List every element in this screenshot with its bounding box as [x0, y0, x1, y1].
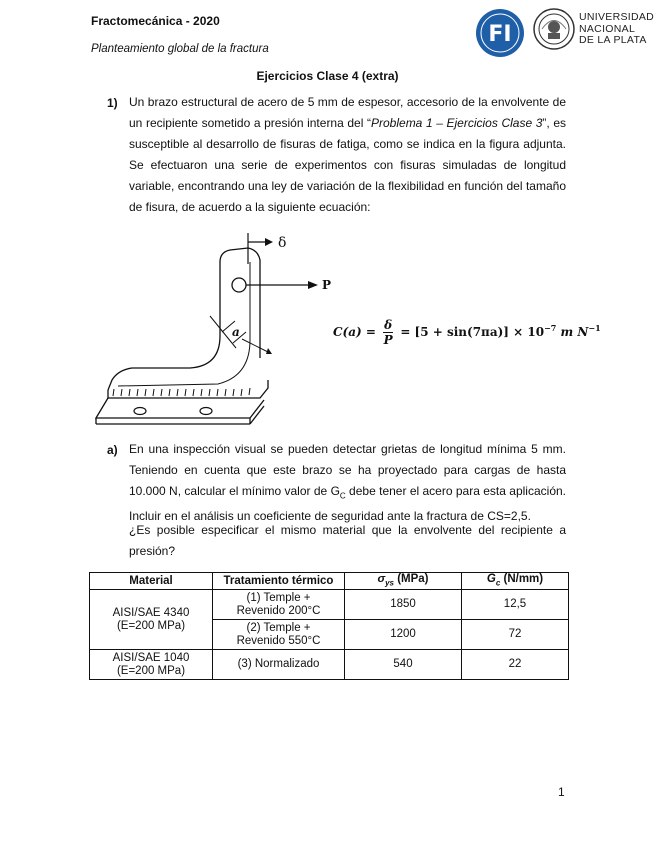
treatment-line-1: (1) Temple +	[246, 591, 311, 604]
table-header-row	[90, 573, 569, 590]
sigma-cell: 540	[345, 650, 462, 680]
force-label: P	[322, 278, 332, 292]
document-subtitle: Planteamiento global de la fractura	[91, 43, 269, 55]
part-a-question: ¿Es posible especificar el mismo material que la envolvente del recipiente a presión?	[129, 523, 566, 558]
gc-symbol: G	[486, 573, 496, 585]
sigma-symbol: σ	[377, 573, 386, 585]
header-gc	[462, 573, 569, 590]
equation-fraction	[383, 318, 393, 347]
part-a-text-2: debe tener el acero para esta aplicación. Incluir en el análisis un coeficiente de seguridad ante la fractura de CS=2,5.	[129, 484, 566, 524]
faculty-logo-icon	[475, 8, 525, 58]
sigma-cell: 1850	[345, 590, 462, 620]
treatment-cell	[213, 590, 345, 620]
equation-rhs: = [5 + sin(7πa)] × 10	[400, 325, 545, 339]
sigma-subscript: ys	[385, 578, 395, 588]
crack-length-label: a	[232, 325, 240, 339]
treatment-cell	[213, 620, 345, 650]
material-modulus: (E=200 MPa)	[116, 664, 186, 677]
equation-numerator: δ	[384, 318, 393, 332]
gc-header-subscript: c	[495, 578, 501, 588]
delta-label: δ	[278, 235, 287, 251]
question-1-text-a: Un brazo estructural de acero de 5 mm de espesor, accesorio de la envolvente de un recipiente sometido a presión interna del “	[129, 95, 566, 130]
sigma-cell: 1200	[345, 620, 462, 650]
faculty-logo-text: FI	[488, 22, 512, 47]
gc-subscript: C	[339, 491, 346, 501]
table-row	[90, 590, 569, 620]
material-name: AISI/SAE 4340	[112, 606, 190, 619]
material-modulus: (E=200 MPa)	[116, 619, 186, 632]
question-1-text-b: ”, es susceptible al desarrollo de fisuras de fatiga, como se indica en la figura adjunta. Se efectuaron una serie de experimentos con fisuras simuladas de longitud variable, encontrando una ley de variación de la flexibilidad en función del tamaño de fisura, de acuerdo a la siguiente ecuación:	[129, 116, 567, 214]
material-cell	[90, 590, 213, 650]
treatment-line-2: Revenido 200°C	[236, 604, 321, 617]
question-number: 1)	[107, 96, 118, 110]
course-title: Fractomecánica - 2020	[91, 14, 220, 28]
part-a-label: a)	[107, 443, 118, 457]
material-name: AISI/SAE 1040	[112, 651, 190, 664]
materials-table	[89, 572, 569, 680]
part-a-text	[129, 439, 566, 527]
university-name	[579, 12, 654, 47]
university-line-2: NACIONAL	[579, 22, 636, 35]
treatment-line-1: (2) Temple +	[246, 621, 311, 634]
gc-cell: 72	[462, 620, 569, 650]
treatment-cell: (3) Normalizado	[213, 650, 345, 680]
gc-units: (N/mm)	[500, 573, 544, 585]
treatment-line-2: Revenido 550°C	[236, 634, 321, 647]
page-number: 1	[558, 785, 565, 799]
gc-cell: 12,5	[462, 590, 569, 620]
part-a-text-1: En una inspección visual se pueden detectar grietas de longitud mínima 5 mm. Teniendo en cuenta que este brazo se ha proyectado para cargas de hasta 10.000 N, calcular el mínimo valor de G	[129, 442, 566, 498]
university-line-1: UNIVERSIDAD	[579, 11, 655, 23]
equation-denominator: P	[383, 333, 393, 347]
sigma-units: (MPa)	[394, 573, 429, 585]
equation-lhs: C(a) =	[333, 325, 376, 339]
equation-exponent: −7	[544, 323, 557, 333]
university-line-3: DE LA PLATA	[579, 34, 647, 46]
header-sigma	[345, 573, 462, 590]
structural-arm-figure	[90, 228, 340, 433]
question-1-text	[129, 92, 566, 218]
university-seal-icon	[533, 8, 575, 50]
material-cell	[90, 650, 213, 680]
gc-cell: 22	[462, 650, 569, 680]
header-material: Material	[90, 573, 213, 590]
header-treatment: Tratamiento térmico	[213, 573, 345, 590]
equation-units-exponent: −1	[588, 323, 601, 333]
table-row	[90, 650, 569, 680]
compliance-equation	[333, 318, 601, 347]
equation-units: m N	[556, 325, 589, 339]
problem-reference: Problema 1 – Ejercicios Clase 3	[371, 116, 543, 130]
exercise-title: Ejercicios Clase 4 (extra)	[256, 69, 399, 83]
